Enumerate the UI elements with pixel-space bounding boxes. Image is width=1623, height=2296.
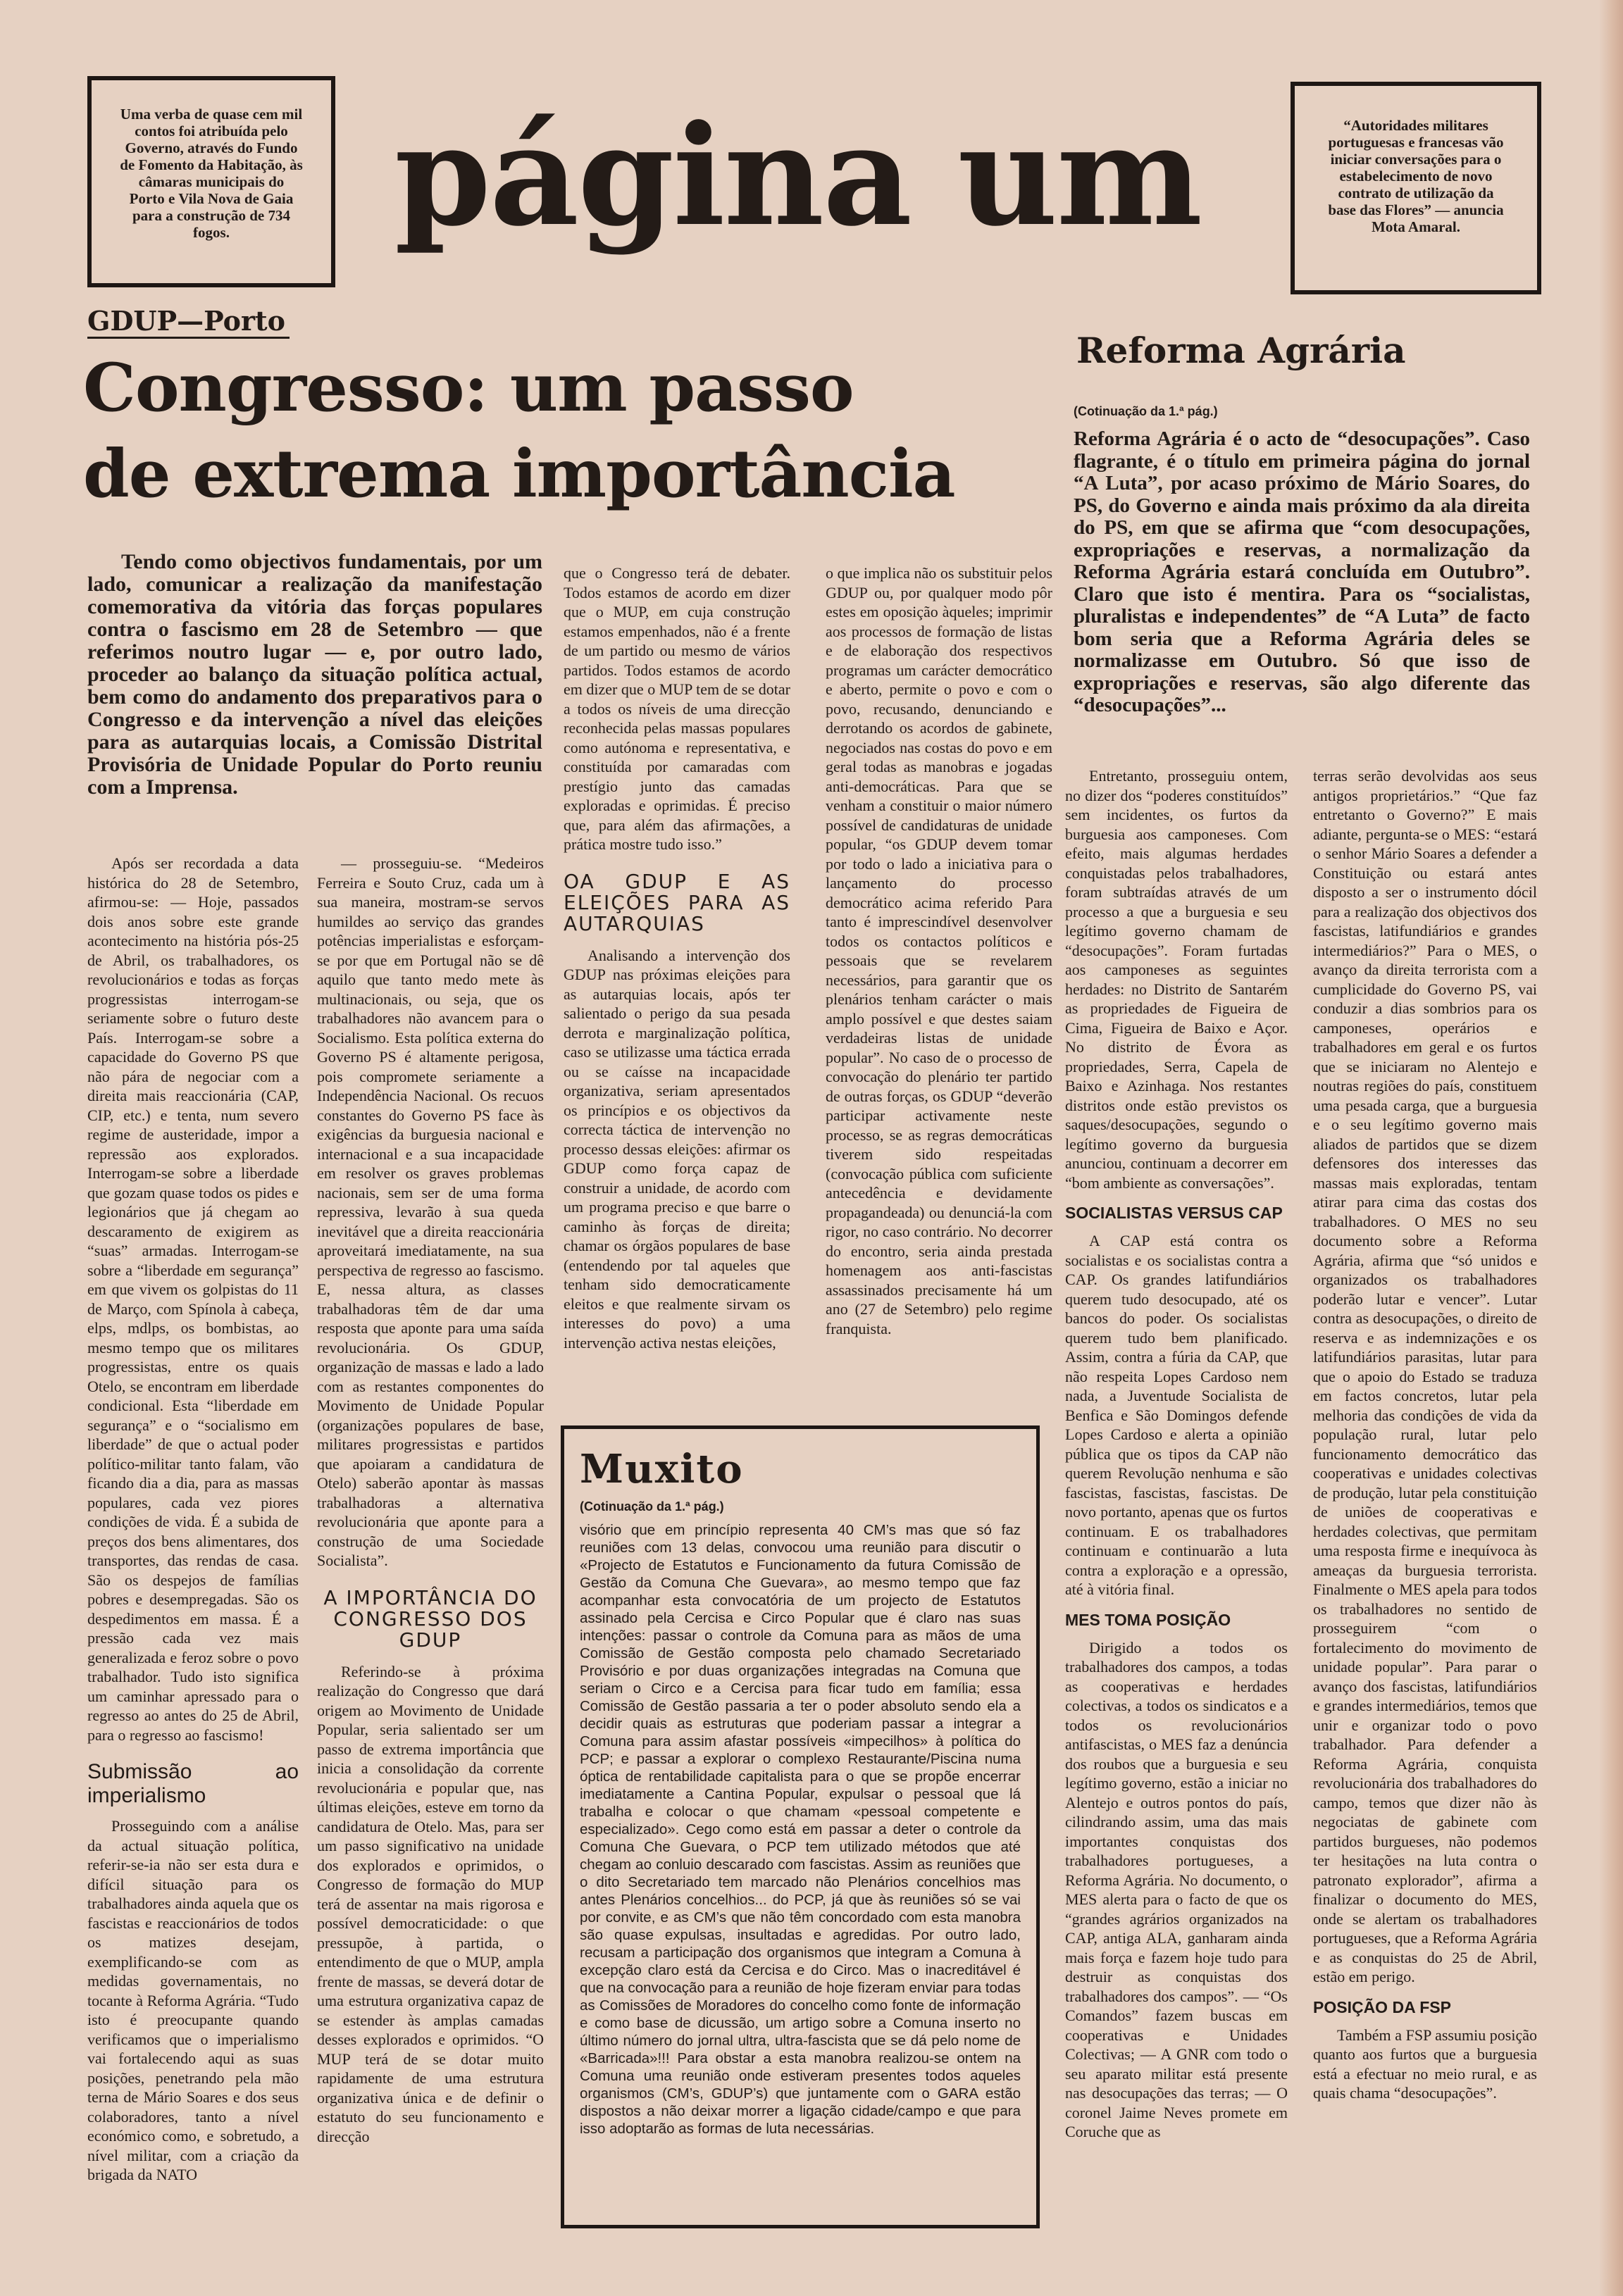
- main-column-1: [87, 854, 299, 2255]
- reforma-col1b-text: A CAP está contra os socialistas e os socialistas contra a CAP. Os grandes latifundiários querem tudo desocupado, até os bancos do poder. Os socialistas querem tudo bem planificado. Assim, contra a fúria da CAP, que não respeita Lopes Cardoso nem nada, a Juventude Socialista de Benfica e São Domingos defende Lopes Cardoso e alerta a opinião pública que os tipos da CAP não querem Revolução nenhuma e são fascistas, fascistas, fascistas. De novo portanto, apenas que os furtos continuam. E os trabalhadores continuam e continuarão a luta contra a exploração e a opressão, até à vitória final.: [1065, 1232, 1288, 1598]
- main-lead: Tendo como objectivos fundamentais, por um lado, comunicar a realização da manifestação comemorativa da vitória das forças populares contra o fascismo em 28 de Setembro — que referimos noutro lugar — e, por outro lado, proceder ao balanço da situação política actual, bem como do andamento dos preparativos para o Congresso e da intervenção a nível das eleições para as autarquias locais, a Comissão Distrital Provisória de Unidade Popular do Porto reuniu com a Imprensa.: [87, 550, 542, 799]
- kicker: [87, 306, 290, 339]
- kicker-text: GDUP—Porto: [87, 305, 285, 337]
- reforma-continuation: (Cotinuação da 1.ª pág.): [1074, 404, 1218, 418]
- muxito-box: [561, 1425, 1040, 2228]
- muxito-title: Muxito: [580, 1446, 744, 1492]
- main-col3-text: que o Congresso terá de debater. Todos estamos de acordo em dizer que o MUP, em cuja construção estamos empenhados, não é a frente de um partido ou mesmo de vários partidos. Todos estamos de acordo em dizer que o MUP tem de se dotar a todos os níveis de uma direcção reconhecida pelas massas populares como autónoma e representativa, e constituída por camaradas com prestígio junto das camadas exploradas e oprimidas. É preciso que, para além das afirmações, a prática mostre tudo isso.”: [564, 564, 790, 853]
- reforma-col1-heading: SOCIALISTAS VERSUS CAP: [1065, 1204, 1283, 1222]
- masthead-title: página um: [394, 95, 1202, 257]
- muxito-body: [580, 1521, 1021, 2138]
- main-col2b-text: Referindo-se à próxima realização do Congresso que dará origem ao Movimento de Unidade Popular, seria salientado ser um passo de extrema importância que inicia a consolidação da corrente revolucionária e popular que, nas últimas eleições, esteve em torno da candidatura de Otelo. Mas, para ser um passo significativo na unidade dos explorados e oprimidos, o Congresso de formação do MUP terá de assentar na mais rigorosa e possível democraticidade: o que pressupõe, à partida, o entendimento de que o MUP, ampla frente de massas, se deverá dotar de uma estrutura organizativa capaz de se estender às amplas camadas desses explorados e oprimidos. “O MUP terá de se dotar muito rapidamente de uma estrutura organizativa única e de definir o estatuto do seu funcionamento e direcção: [317, 1662, 544, 2145]
- reforma-col2-heading: POSIÇÃO DA FSP: [1313, 1997, 1451, 2016]
- brief-left-box: [87, 76, 335, 287]
- main-col2-heading: A IMPORTÂNCIA DO CONGRESSO DOS GDUP: [323, 1585, 537, 1652]
- headline-line-2: de extrema importância: [83, 435, 955, 513]
- main-col1-heading: Submissão ao imperialismo: [87, 1760, 299, 1807]
- main-col1-text: Após ser recordada a data histórica do 28 de Setembro, afirmou-se: — Hoje, passados dois anos sobre este grande acontecimento na história pós-25 de Abril, os trabalhadores, os revolucionários e todas as forças progressistas interrogam-se seriamente sobre o futuro deste País. Interrogam-se sobre a capacidade do Governo PS que não pára de negociar com a direita mais reaccionária (CAP, CIP, etc.) e tenta, num severo regime de austeridade, impor a repressão aos explorados. Interrogam-se sobre a liberdade que gozam quase todos os pides e legionários que já chegam ao descaramento de exigirem as “suas” armadas. Interrogam-se sobre a “liberdade em segurança” em que vivem os golpistas do 11 de Março, com Spínola à cabeça, elps, mdlps, os bombistas, ao mesmo tempo que os militares progressistas, entre os quais Otelo, se encontram em liberdade condicional. Esta “liberdade em segurança” e o “socialismo em liberdade” de que o actual poder político-militar tanto falam, vão ficando dia a dia, para as massas populares, cada vez piores condições de vida. É a subida de preços dos bens alimentares, dos transportes, das rendas de casa. São os despejos de famílias pobres e desempregadas. São os despedimentos em massa. É a pressão cada vez mais generalizada e feroz sobre o povo trabalhador. Tudo isto significa um caminhar apressado para o regresso ao antes do 25 de Abril, para o regresso ao fascismo!: [87, 854, 299, 1744]
- reforma-col1-heading-2: MES TOMA POSIÇÃO: [1065, 1610, 1231, 1629]
- reforma-col2b-text: Também a FSP assumiu posição quanto aos furtos que a burguesia está a efectuar no meio rural, e as quais chama “desocupações”.: [1313, 2026, 1537, 2102]
- main-col2-text: — prosseguiu-se. “Medeiros Ferreira e Souto Cruz, cada um à sua maneira, mostram-se servos humildes ao serviço das grandes potências imperialistas e esforçam-se por que em Portugal não se dê aquilo que tanto medo mete às multinacionais, ou seja, que os trabalhadores não avancem para o Socialismo. Esta política externa do Governo PS é altamente perigosa, pois compromete seriamente a Independência Nacional. Os recuos constantes do Governo PS face às exigências da burguesia nacional e internacional e a sua incapacidade em resolver os graves problemas nacionais, sem ser de uma forma repressiva, levarão à sua queda inevitável que a direita reaccionária aproveitará imediatamente, na sua perspectiva de regresso ao fascismo. E, nessa altura, as classes trabalhadoras têm de dar uma resposta que aponte para uma saída revolucionária. Os GDUP, organização de massas e lado a lado com as restantes componentes do Movimento de Unidade Popular (organizações populares de base, militares progressistas e partidos que apoiaram a candidatura de Otelo) saberão apontar às massas trabalhadoras a alternativa revolucionária que aponte para a construção de uma Sociedade Socialista”.: [317, 854, 544, 1569]
- headline-line-1: Congresso: um passo: [83, 349, 854, 427]
- muxito-continuation: (Cotinuação da 1.ª pág.): [580, 1499, 724, 1514]
- main-col3b-text: Analisando a intervenção dos GDUP nas próximas eleições para as autarquias locais, após ter salientado o perigo da sua pesada derrota e marginalização política, caso se utilizasse uma táctica errada ou se caísse na incapacidade organizativa, seriam apresentados os princípios e os objectivos da correcta táctica de intervenção no processo dessas eleições: afirmar os GDUP como força capaz de construir a unidade, de acordo com um programa preciso e que barre o caminho às forças de direita; chamar os órgãos populares de base (entendendo por tal aqueles que tenham sido democraticamente eleitos e que realmente sirvam os interesses do povo) a uma intervenção activa nestas eleições,: [564, 946, 790, 1352]
- main-col4-text: o que implica não os substituir pelos GDUP ou, por qualquer modo pôr estes em oposição àqueles; imprimir aos processos de formação de listas e de elaboração dos respectivos programas um carácter democrático e aberto, permite o povo e com o povo, recusando, denunciando e derrotando os acordos de gabinete, negociados nas costas do povo e em geral todas as manobras e jogadas anti-democráticas. Para que se venham a constituir o maior número possível de candidaturas de unidade popular, “os GDUP devem tomar por todo o lado a iniciativa para o lançamento do processo democrático acima referido Para tanto é imprescindível desenvolver todos os contactos políticos e pessoais que se revelarem necessários, para garantir que os plenários tenham carácter o mais amplo possível e que destes saiam verdadeiras listas de unidade popular”. No caso de o processo de convocação do plenário ter partido de outras forças, os GDUP “deverão participar activamente neste processo, se as regras democráticas tiverem sido respeitadas (convocação pública com suficiente antecedência e devidamente propagandeada) ou denunciá-la com rigor, no caso contrário. No decorrer do encontro, seria ainda prestada homenagem aos anti-fascistas assassinados precisamente há um ano (27 de Setembro) pelo regime franquista.: [826, 564, 1052, 1337]
- muxito-text: visório que em princípio representa 40 CM’s mas que só faz reuniões com 13 delas, convocou uma reunião para discutir o «Projecto de Estatutos e Funcionamento da futura Comissão de Gestão da Comuna Che Guevara», ao mesmo tempo que faz acompanhar esta convocatória de um projecto de Estatutos assinado pela Cercisa e Circo Popular que é claro nas suas intenções: passar o controle da Comuna para as mãos de uma Comissão de Gestão composta pelo chamado Secretariado Provisório e por duas organizações integradas na Comuna que seriam o Circo e a Cercisa para ficar tudo em família; essa Comissão de Gestão passaria a ter o poder absoluto sendo ela a decidir quais as estruturas que poderiam passar a integrar a Comuna para assim afastar possíveis «impecilhos» à política do PCP; e passar a explorar o complexo Restaurante/Piscina numa óptica de rentabilidade capitalista para o que se propõe encerrar imediatamente a Cantina Popular, expulsar o pessoal que lá trabalha e colocar o que chamam «pessoal competente e especializado». Cego como está em passar a deter o controle da Comuna Che Guevara, o PCP tem utilizado métodos que até chegam ao conluio descarado com fascistas. Assim as reuniões que o dito Secretariado tem marcado não Plenários concelhios mas antes Plenários concelhios... do PCP, já que às reuniões só se vai por convite, e as CM’s que não têm concordado com esta manobra são quase expulsas, insultadas e agredidas. Por outro lado, recusam a participação dos organismos que integram a Comuna à excepção claro está da Cercisa e do Circo. Mas o inacreditável é que na convocação para a reunião de hoje fizeram enviar para todas as Comissões de Moradores do concelho como fonte de informação e como base de dicussão, um artigo sobre a Comuna inserto no último número do jornal ultra, ultra-fascista que se dá pelo nome de «Barricada»!!! Para obstar a esta manobra realizou-se ontem na Comuna uma reunião onde estiveram presentes todos aqueles organismos (CM’s, GDUP’s) que juntamente com o GARA estão dispostos a não deixar morrer a ligação cidade/campo e que para isso adoptarão as formas de luta necessárias.: [580, 1522, 1021, 2137]
- brief-right-box: [1291, 82, 1541, 294]
- main-column-2: [317, 854, 544, 2255]
- page-fold-edge: [1599, 0, 1623, 2296]
- reforma-lead: Reforma Agrária é o acto de “desocupações”. Caso flagrante, é o título em primeira página do jornal “A Luta”, por acaso próximo de Mário Soares, do PS, do Governo e ainda mais próximo da ala direita do PS, em que se afirma que “com desocupações, expropriações e reservas, a normalização da Reforma Agrária estará concluída em Outubro”. Claro que isto é mentira. Para os “socialistas, pluralistas e independentes” de “A Luta” de facto bom seria que a Reforma Agrária deles se normalizasse em Outubro. Só que isso de expropriações e reservas, são algo diferente das “desocupações”...: [1074, 428, 1530, 716]
- brief-left-text: Uma verba de quase cem mil contos foi atribuída pelo Governo, através do Fundo de Fomento da Habitação, às câmaras municipais do Porto e Vila Nova de Gaia para a construção de 734 fogos.: [120, 106, 303, 241]
- main-col1b-text: Prosseguindo com a análise da actual situação política, referir-se-ia não ser esta dura e difícil situação para os trabalhadores ainda aquela que os fascistas e reaccionários de todos os matizes desejam, exemplificando-se com as medidas governamentais, no tocante à Reforma Agrária. “Tudo isto é preocupante quando verificamos que o imperialismo vai fortalecendo aqui as suas posições, penetrando pela mão terna de Mário Soares e dos seus colaboradores, tanto a nível económico como, e sobretudo, a nível militar, com a criação da brigada da NATO: [87, 1817, 299, 2183]
- brief-right-text: “Autoridades militares portuguesas e francesas vão iniciar conversações para o estabelecimento de novo contrato de utilização da base das Flores” — anuncia Mota Amaral.: [1328, 117, 1504, 235]
- main-column-4: [826, 563, 1052, 1423]
- reforma-col2-text: terras serão devolvidas aos seus antigos proprietários.” “Que faz entretanto o Governo?” E mais adiante, pergunta-se o MES: “estará o senhor Mário Soares a defender a Constituição ou estará antes disposto a ser o instrumento dócil para a realização dos objectivos dos fascistas, latifundiários e grandes intermediários?” Para o MES, o avanço da direita terrorista com a cumplicidade do Governo PS, vai conduzir a dias sombrios para os camponeses, operários e trabalhadores em geral e os furtos que se iniciaram no Alentejo e noutras regiões do país, constituem uma pesada carga, que a burguesia e o seu legítimo governo mais aliados de partidos que se dizem defensores dos interesses das massas mais exploradas, tentam atirar para cima das costas dos trabalhadores. O MES no seu documento sobre a Reforma Agrária, afirma que “só unidos e organizados os trabalhadores poderão lutar e vencer”. Lutar contra as desocupações, o direito de reserva e as indemnizações e os latifundiários parasitas, lutar para que o apoio do Estado se traduza em factos concretos, lutar pela melhoria das condições de vida da população rural, lutar pelo funcionamento democrático das cooperativas e unidades colectivas de produção, lutar pela constituição de uniões de cooperativas e herdades colectivas, que permitam uma resposta firme e inequívoca às ameaças da burguesia terrorista. Finalmente o MES apela para todos os trabalhadores no sentido de prosseguirem “com o fortalecimento do movimento de unidade popular”. Para parar o avanço dos fascistas, latifundiários e grandes intermediários, temos que unir e organizar todo o povo trabalhador. Para defender a Reforma Agrária, conquista revolucionária dos trabalhadores do campo, temos que dizer não às negociatas de gabinete com partidos burgueses, não podemos ter hesitações na luta contra o patronato explorador”, afirma a finalizar o documento do MES, onde se alertam os trabalhadores portugueses, que a Reforma Agrária e as conquistas do 25 de Abril, estão em perigo.: [1313, 767, 1537, 1985]
- reforma-title: Reforma Agrária: [1076, 330, 1406, 371]
- reforma-column-2: [1313, 766, 1537, 2273]
- main-column-3: [564, 563, 790, 1423]
- main-col3-heading: OA GDUP E AS ELEIÇÕES PARA AS AUTARQUIAS: [564, 869, 790, 935]
- reforma-col1-text: Entretanto, prosseguiu ontem, no dizer dos “poderes constituídos” sem incidentes, os furtos da burguesia aos camponeses. Com efeito, mais algumas herdades conquistadas pelos trabalhadores, foram subtraídas através de um processo a que a burguesia e seu legítimo governo chamam de “desocupações”. Foram furtadas aos camponeses as seguintes herdades: no Distrito de Santarém as propriedades de Figueira de Cima, Figueira de Baixo e Açor. No distrito de Évora as propriedades, Serra, Capela de Baixo e Azinhaga. Nos restantes distritos onde estão previstos os saques/desocupações, segundo o legítimo governo da burguesia anunciou, continuam a decorrer em “bom ambiente as conversações”.: [1065, 767, 1288, 1192]
- reforma-col1c-text: Dirigido a todos os trabalhadores dos campos, a todas as cooperativas e herdades colectivas, a todos os sindicatos e a todos os revolucionários antifascistas, o MES faz a denúncia dos roubos que a burguesia e seu legítimo governo, estão a iniciar no Alentejo e outros pontos do país, cilindrando assim, uma das mais importantes conquistas dos trabalhadores portugueses, a Reforma Agrária. No documento, o MES alerta para o facto de que os “grandes agrários organizados na CAP, antiga ALA, ganharam ainda mais força e fazem hoje tudo para destruir as conquistas dos trabalhadores dos campos”. — “Os Comandos” fazem buscas em cooperativas e Unidades Colectivas; — A GNR com todo o seu aparato militar está presente nas desocupações das terras; — O coronel Jaime Neves promete em Coruche que as: [1065, 1638, 1288, 2140]
- reforma-column-1: [1065, 766, 1288, 2273]
